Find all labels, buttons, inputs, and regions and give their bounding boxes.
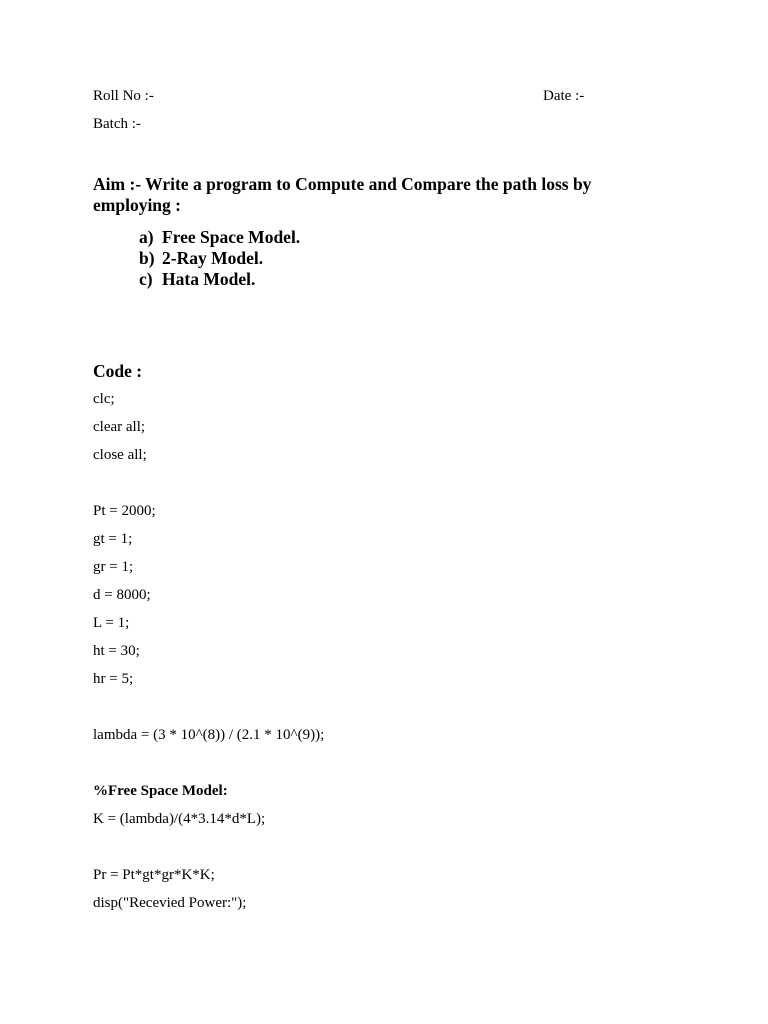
code-line: clc; — [93, 391, 115, 407]
code-line — [93, 838, 324, 866]
code-line: K = (lambda)/(4*3.14*d*L); — [93, 811, 266, 827]
list-marker: c) — [139, 269, 153, 289]
code-line: gt = 1; — [93, 531, 133, 547]
code-line: gr = 1; — [93, 559, 134, 575]
code-line: Pt = 2000; — [93, 503, 156, 519]
code-line: lambda = (3 * 10^(8)) / (2.1 * 10^(9)); — [93, 727, 325, 743]
code-line — [93, 698, 324, 726]
code-comment-line: %Free Space Model: — [93, 783, 228, 799]
aim-statement: Aim :- Write a program to Compute and Compare the path loss by employing : — [93, 174, 592, 215]
list-marker: b) — [139, 248, 155, 268]
code-line: close all; — [93, 447, 147, 463]
code-line: clear all; — [93, 419, 146, 435]
code-line: disp("Recevied Power:"); — [93, 895, 247, 911]
batch-label: Batch :- — [93, 116, 141, 132]
date-label: Date :- — [543, 88, 585, 104]
code-line: d = 8000; — [93, 587, 151, 603]
code-line — [93, 754, 324, 782]
code-heading: Code : — [93, 361, 143, 381]
list-item-label: Hata Model. — [162, 269, 256, 289]
code-line — [93, 474, 324, 502]
list-item — [139, 248, 300, 269]
list-item — [139, 227, 300, 248]
list-item — [139, 269, 300, 290]
aim-model-list — [139, 227, 300, 290]
list-item-label: Free Space Model. — [162, 227, 301, 247]
code-line: L = 1; — [93, 615, 130, 631]
roll-no-label: Roll No :- — [93, 88, 154, 104]
list-item-label: 2-Ray Model. — [162, 248, 264, 268]
code-block — [93, 390, 324, 922]
code-line: ht = 30; — [93, 643, 140, 659]
code-line: Pr = Pt*gt*gr*K*K; — [93, 867, 215, 883]
list-marker: a) — [139, 227, 154, 247]
code-line: hr = 5; — [93, 671, 134, 687]
